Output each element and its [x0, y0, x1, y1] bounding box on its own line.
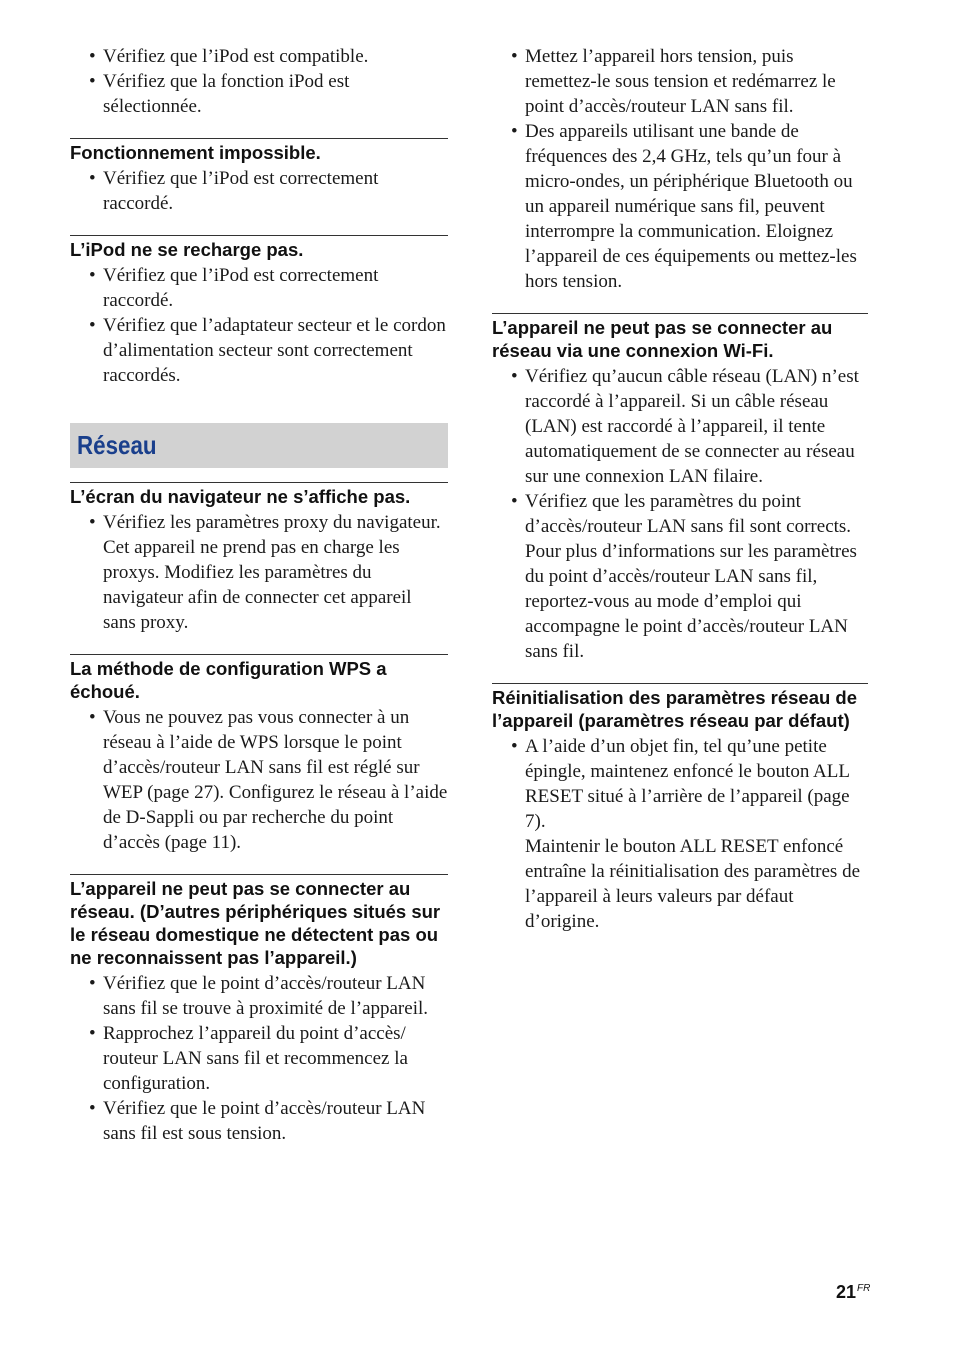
bullet-list	[70, 263, 448, 388]
section-reinitialisation	[492, 683, 868, 934]
bullet-item: • Vérifiez que les paramètres du point d’accès/routeur LAN sans fil sont corrects. Pour plus d’informations sur les paramètres du point d’accès/routeur LAN sans fil, reportez-vous au mode d’emploi qui accompagne le point d’accès/routeur LAN sans fil.	[492, 489, 868, 664]
bullet-list	[70, 705, 448, 855]
section-connexion-reseau	[70, 874, 448, 1146]
bullet-item: • A l’aide d’un objet fin, tel qu’une petite épingle, maintenez enfoncé le bouton ALL RESET situé à l’arrière de l’appareil (page 7). Maintenir le bouton ALL RESET enfoncé entraîne la réinitialisation des paramètres de l’appareil à leurs valeurs par défaut d’origine.	[492, 734, 868, 934]
section-wifi	[492, 313, 868, 664]
section-fonctionnement-impossible	[70, 138, 448, 216]
section-heading: L’écran du navigateur ne s’affiche pas.	[70, 482, 448, 508]
bullet-item: • Mettez l’appareil hors tension, puis remettez-le sous tension et redémarrez le point d’accès/routeur LAN sans fil.	[492, 44, 868, 119]
bullet-list	[70, 971, 448, 1146]
section-wps	[70, 654, 448, 855]
page-language: FR	[857, 1283, 871, 1294]
section-navigateur	[70, 482, 448, 635]
right-intro-list	[492, 44, 868, 294]
bullet-item: • Vérifiez que l’adaptateur secteur et le cordon d’alimentation secteur sont correctement raccordés.	[70, 313, 448, 388]
section-ipod-recharge	[70, 235, 448, 388]
left-intro-list	[70, 44, 448, 119]
bullet-item: • Vérifiez que l’iPod est correctement raccordé.	[70, 263, 448, 313]
section-heading: Réinitialisation des paramètres réseau de l’appareil (paramètres réseau par défaut)	[492, 683, 868, 732]
bullet-item: • Vous ne pouvez pas vous connecter à un réseau à l’aide de WPS lorsque le point d’accès/routeur LAN sans fil est réglé sur WEP (page 27). Configurez le réseau à l’aide de D-Sappli ou par recherche du point d’accès (page 11).	[70, 705, 448, 855]
bullet-list	[70, 166, 448, 216]
bullet-item: • Vérifiez que le point d’accès/routeur LAN sans fil se trouve à proximité de l’appareil.	[70, 971, 448, 1021]
bullet-list	[70, 510, 448, 635]
reseau-section-banner	[70, 423, 448, 468]
section-heading: L’appareil ne peut pas se connecter au réseau via une connexion Wi-Fi.	[492, 313, 868, 362]
bullet-item: • Vérifiez que le point d’accès/routeur LAN sans fil est sous tension.	[70, 1096, 448, 1146]
bullet-item: • Vérifiez que l’iPod est compatible.	[70, 44, 448, 69]
left-column	[70, 44, 448, 1146]
bullet-item: • Des appareils utilisant une bande de fréquences des 2,4 GHz, tels qu’un four à micro-ondes, un périphérique Bluetooth ou un appareil numérique sans fil, peuvent interrompre la communication. Eloignez l’appareil de ces équipements ou mettez-les hors tension.	[492, 119, 868, 294]
page-number: $21^{FR}$	[836, 1282, 871, 1302]
section-heading: La méthode de configuration WPS a échoué.	[70, 654, 448, 703]
bullet-list	[492, 364, 868, 664]
banner-title: Réseau	[77, 430, 157, 460]
bullet-item: • Vérifiez qu’aucun câble réseau (LAN) n’est raccordé à l’appareil. Si un câble réseau (LAN) est raccordé à l’appareil, il tente automatiquement de se connecter au réseau sur une connexion LAN filaire.	[492, 364, 868, 489]
bullet-item: • Vérifiez que l’iPod est correctement raccordé.	[70, 166, 448, 216]
right-column	[492, 44, 868, 934]
bullet-item: • Rapprochez l’appareil du point d’accès/ routeur LAN sans fil et recommencez la configuration.	[70, 1021, 448, 1096]
bullet-item: • Vérifiez que la fonction iPod est sélectionnée.	[70, 69, 448, 119]
bullet-list	[492, 734, 868, 934]
section-heading: L’iPod ne se recharge pas.	[70, 235, 448, 261]
bullet-item: • Vérifiez les paramètres proxy du navigateur. Cet appareil ne prend pas en charge les proxys. Modifiez les paramètres du navigateur afin de connecter cet appareil sans proxy.	[70, 510, 448, 635]
section-heading: L’appareil ne peut pas se connecter au réseau. (D’autres périphériques situés sur le réseau domestique ne détectent pas ou ne reconnaissent pas l’appareil.)	[70, 874, 448, 969]
section-heading: Fonctionnement impossible.	[70, 138, 448, 164]
